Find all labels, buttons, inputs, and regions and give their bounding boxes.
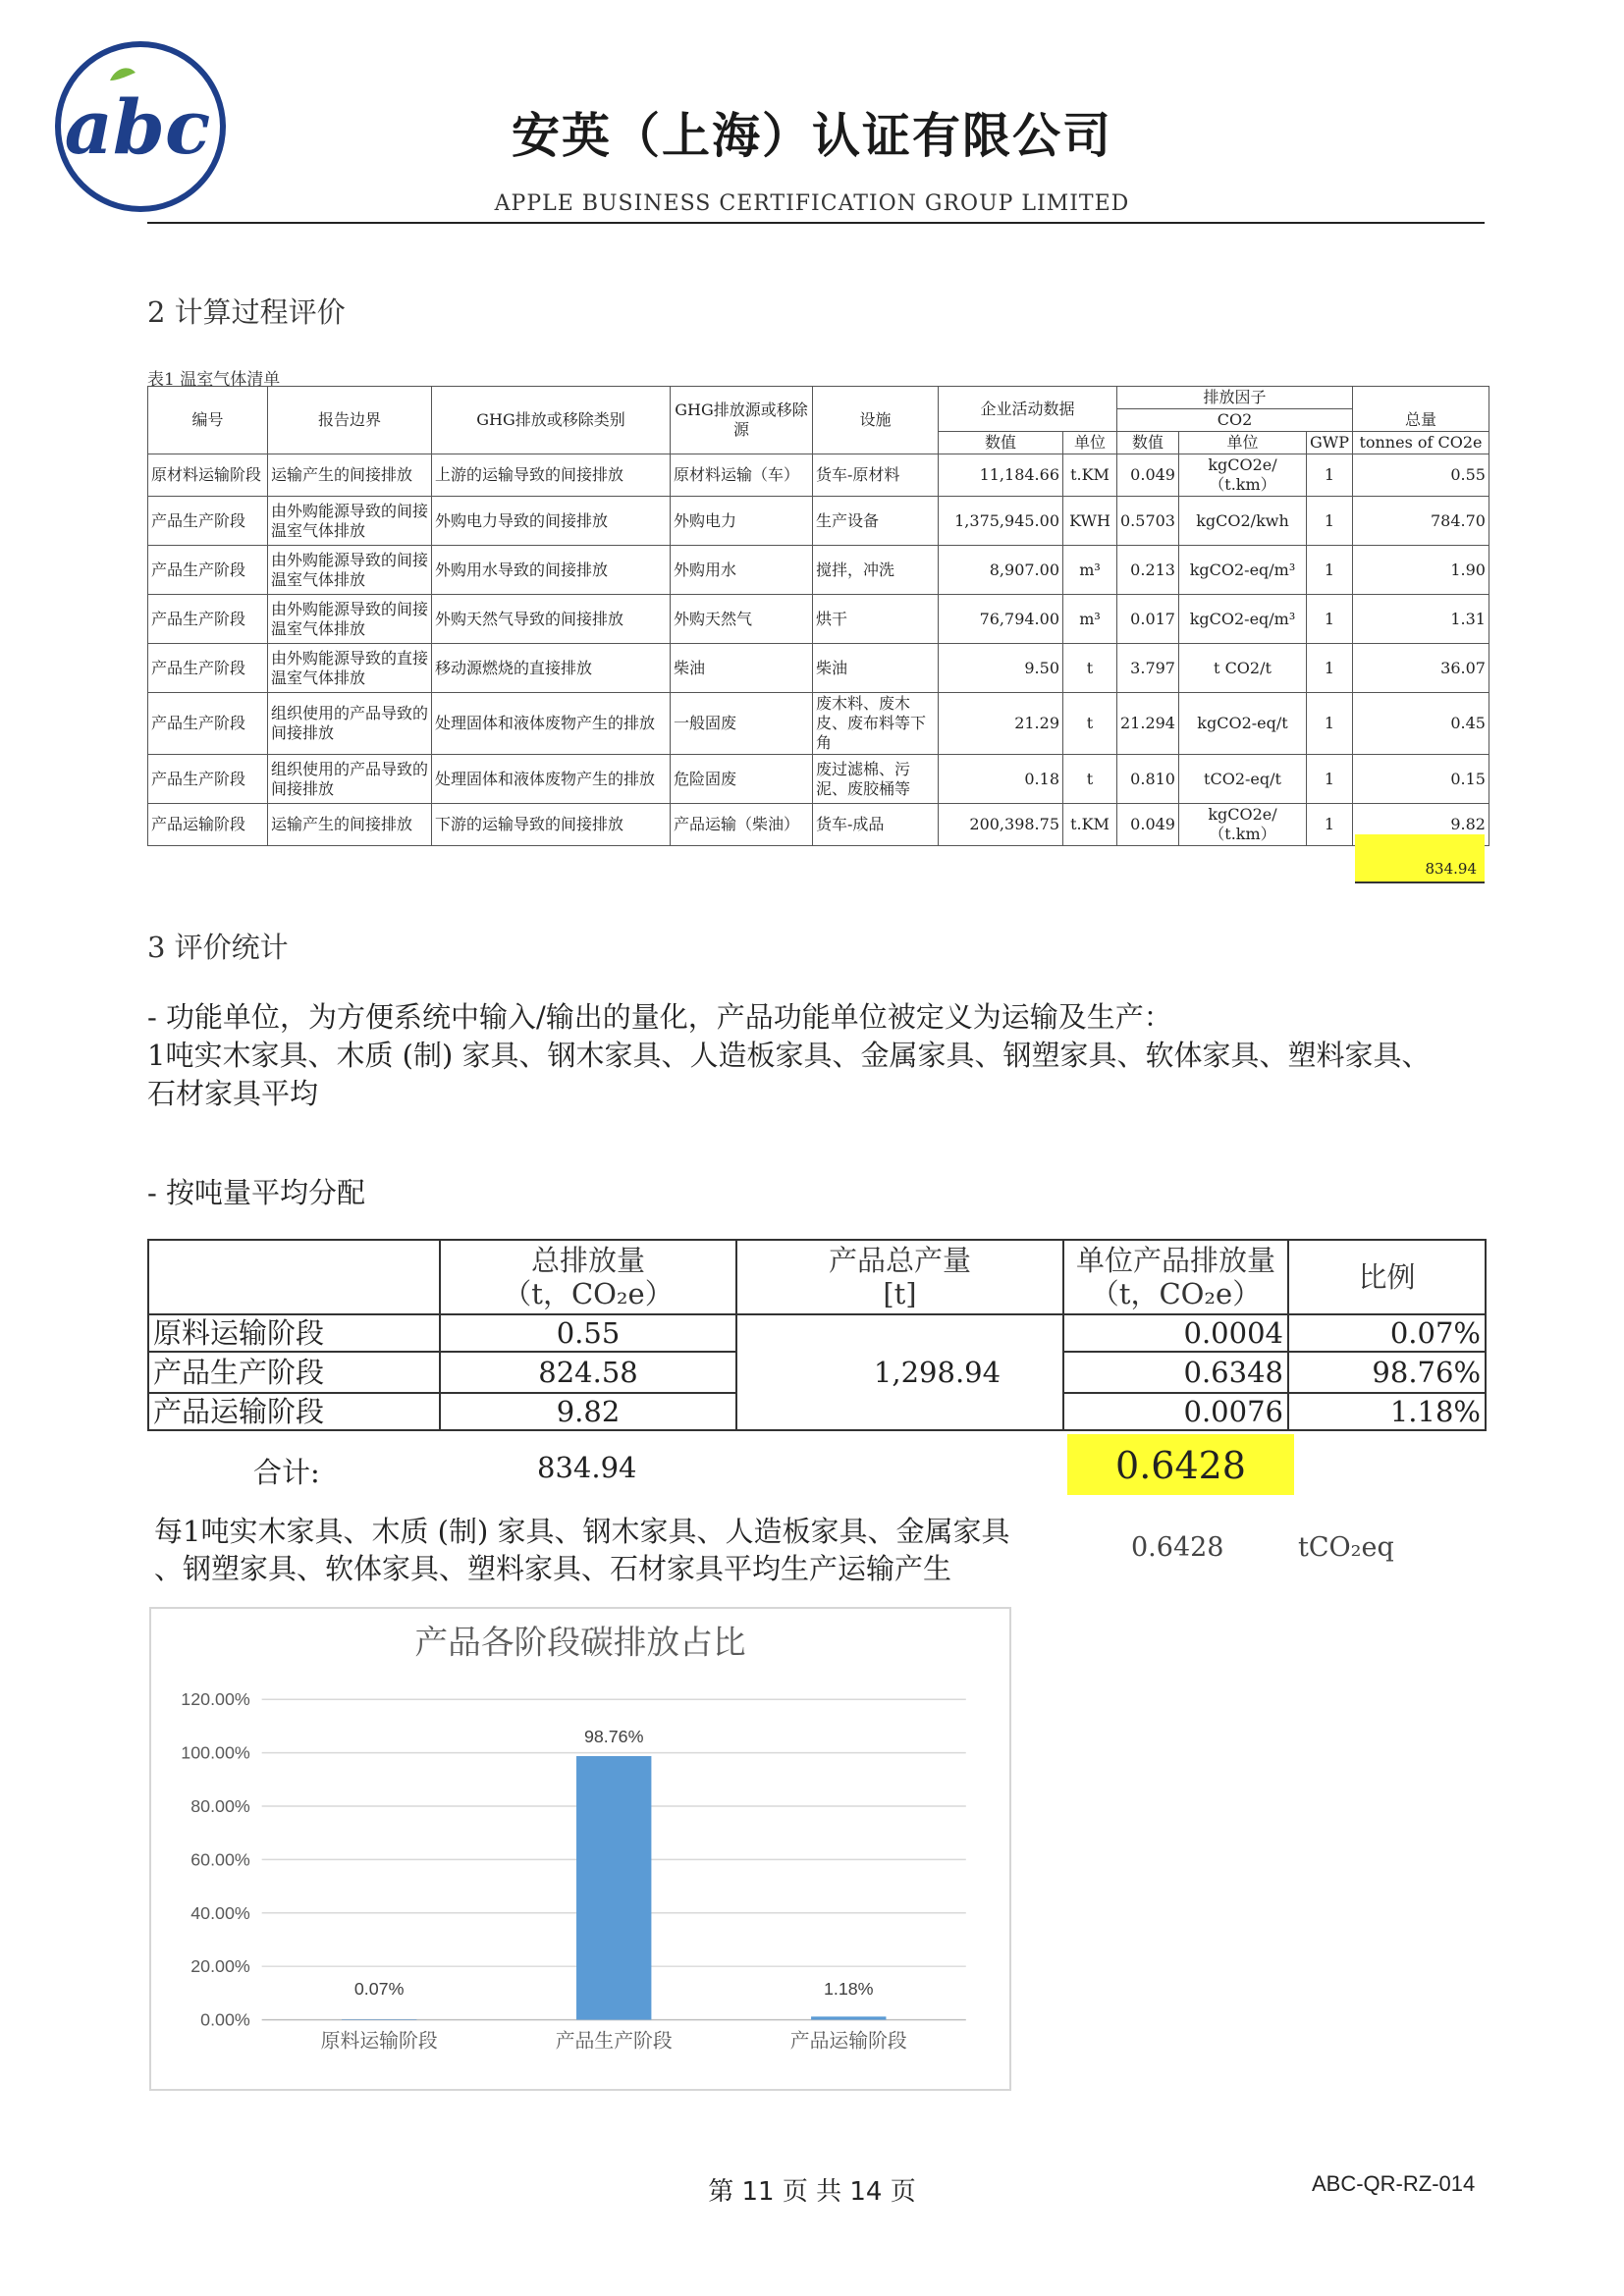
row-facility: 货车-成品 bbox=[813, 804, 939, 846]
t2-header-unit-emission: 单位产品排放量 （t，CO₂e） bbox=[1063, 1240, 1288, 1314]
row-boundary: 运输产生的间接排放 bbox=[268, 454, 432, 497]
row-source: 外购天然气 bbox=[671, 595, 813, 644]
row-source: 外购电力 bbox=[671, 497, 813, 546]
table-row bbox=[148, 693, 1489, 755]
row-factor-value: 0.810 bbox=[1117, 755, 1179, 804]
th-total-unit: tonnes of CO2e bbox=[1352, 432, 1489, 454]
row-category: 下游的运输导致的间接排放 bbox=[432, 804, 671, 846]
header-divider bbox=[147, 222, 1485, 224]
row-id: 产品生产阶段 bbox=[148, 497, 268, 546]
row-factor-value: 0.5703 bbox=[1117, 497, 1179, 546]
sum-unit-emission: 0.6428 bbox=[1115, 1444, 1246, 1487]
row-gwp: 1 bbox=[1306, 595, 1352, 644]
row-factor-unit: kgCO2e/（t.km） bbox=[1178, 804, 1306, 846]
row-activity-unit: t bbox=[1063, 755, 1117, 804]
row-total: 0.55 bbox=[1352, 454, 1489, 497]
t2-stage: 原料运输阶段 bbox=[148, 1314, 440, 1352]
row-activity-value: 1,375,945.00 bbox=[939, 497, 1063, 546]
row-id: 原材料运输阶段 bbox=[148, 454, 268, 497]
row-source: 原材料运输（车） bbox=[671, 454, 813, 497]
row-category: 处理固体和液体废物产生的排放 bbox=[432, 693, 671, 755]
t2-header-ratio: 比例 bbox=[1288, 1240, 1486, 1314]
row-source: 柴油 bbox=[671, 644, 813, 693]
row-activity-value: 11,184.66 bbox=[939, 454, 1063, 497]
t2-ratio: 1.18% bbox=[1288, 1393, 1486, 1430]
row-total: 1.31 bbox=[1352, 595, 1489, 644]
row-total: 1.90 bbox=[1352, 546, 1489, 595]
row-activity-unit: KWH bbox=[1063, 497, 1117, 546]
th-total-blank bbox=[1352, 387, 1489, 409]
th-factor-unit: 单位 bbox=[1178, 432, 1306, 454]
data-label: 1.18% bbox=[823, 1978, 874, 1999]
row-boundary: 运输产生的间接排放 bbox=[268, 804, 432, 846]
x-tick-label: 产品生产阶段 bbox=[555, 2029, 673, 2053]
y-tick-label: 120.00% bbox=[181, 1689, 250, 1710]
th-factor-value: 数值 bbox=[1117, 432, 1179, 454]
section-2-title: 2 计算过程评价 bbox=[147, 295, 346, 329]
t2-ratio: 98.76% bbox=[1288, 1352, 1486, 1393]
row-boundary: 由外购能源导致的直接温室气体排放 bbox=[268, 644, 432, 693]
t2-ratio: 0.07% bbox=[1288, 1314, 1486, 1352]
row-source: 危险固废 bbox=[671, 755, 813, 804]
row-facility: 搅拌，冲洗 bbox=[813, 546, 939, 595]
row-id: 产品生产阶段 bbox=[148, 595, 268, 644]
t2-output: 1,298.94 bbox=[736, 1314, 1063, 1430]
per-ton-unit: tCO₂eq bbox=[1298, 1532, 1394, 1563]
th-activity-value: 数值 bbox=[939, 432, 1063, 454]
row-category: 外购用水导致的间接排放 bbox=[432, 546, 671, 595]
row-factor-value: 0.049 bbox=[1117, 804, 1179, 846]
row-factor-value: 0.017 bbox=[1117, 595, 1179, 644]
row-total: 36.07 bbox=[1352, 644, 1489, 693]
row-total: 9.82 bbox=[1352, 804, 1489, 846]
row-factor-value: 0.049 bbox=[1117, 454, 1179, 497]
t2-unit-emission: 0.0004 bbox=[1063, 1314, 1288, 1352]
table-row bbox=[148, 804, 1489, 846]
row-facility: 废木料、废木皮、废布料等下角 bbox=[813, 693, 939, 755]
table-row bbox=[148, 497, 1489, 546]
row-facility: 烘干 bbox=[813, 595, 939, 644]
per-ton-text-line-1: 每1吨实木家具、木质 (制) 家具、钢木家具、人造板家具、金属家具 bbox=[154, 1515, 1010, 1548]
company-name-en: APPLE BUSINESS CERTIFICATION GROUP LIMITED bbox=[494, 191, 1130, 216]
th-id: 编号 bbox=[148, 387, 268, 454]
y-tick-label: 40.00% bbox=[190, 1902, 250, 1923]
t2-stage: 产品生产阶段 bbox=[148, 1352, 440, 1393]
row-facility: 货车-原材料 bbox=[813, 454, 939, 497]
page-number: 第 11 页 共 14 页 bbox=[708, 2177, 916, 2207]
row-gwp: 1 bbox=[1306, 755, 1352, 804]
row-facility: 废过滤棉、污泥、废胶桶等 bbox=[813, 755, 939, 804]
th-activity: 企业活动数据 bbox=[939, 387, 1117, 432]
row-gwp: 1 bbox=[1306, 497, 1352, 546]
row-source: 外购用水 bbox=[671, 546, 813, 595]
t2-unit-emission: 0.6348 bbox=[1063, 1352, 1288, 1393]
row-source: 产品运输（柴油） bbox=[671, 804, 813, 846]
row-boundary: 组织使用的产品导致的间接排放 bbox=[268, 693, 432, 755]
row-boundary: 由外购能源导致的间接温室气体排放 bbox=[268, 595, 432, 644]
th-co2: CO2 bbox=[1117, 409, 1353, 432]
row-boundary: 组织使用的产品导致的间接排放 bbox=[268, 755, 432, 804]
row-source: 一般固废 bbox=[671, 693, 813, 755]
data-label: 98.76% bbox=[583, 1727, 644, 1747]
bar bbox=[811, 2016, 886, 2019]
t2-header-output: 产品总产量 [t] bbox=[736, 1240, 1063, 1314]
functional-unit-line-3: 石材家具平均 bbox=[147, 1077, 319, 1110]
row-activity-unit: t bbox=[1063, 644, 1117, 693]
t2-header-total: 总排放量 （t，CO₂e） bbox=[440, 1240, 736, 1314]
table-row bbox=[148, 454, 1489, 497]
row-activity-value: 8,907.00 bbox=[939, 546, 1063, 595]
allocation-title: - 按吨量平均分配 bbox=[147, 1176, 366, 1209]
y-tick-label: 80.00% bbox=[190, 1795, 250, 1816]
th-category: GHG排放或移除类别 bbox=[432, 387, 671, 454]
row-facility: 柴油 bbox=[813, 644, 939, 693]
bar bbox=[576, 1756, 651, 2020]
row-id: 产品生产阶段 bbox=[148, 644, 268, 693]
row-boundary: 由外购能源导致的间接温室气体排放 bbox=[268, 546, 432, 595]
y-tick-label: 60.00% bbox=[190, 1849, 250, 1870]
data-label: 0.07% bbox=[353, 1978, 405, 1999]
stage-emission-chart bbox=[149, 1607, 1011, 2091]
chart-title: 产品各阶段碳排放占比 bbox=[414, 1623, 746, 1662]
y-tick-label: 0.00% bbox=[200, 2009, 250, 2030]
row-factor-unit: kgCO2-eq/t bbox=[1178, 693, 1306, 755]
row-activity-value: 76,794.00 bbox=[939, 595, 1063, 644]
row-category: 外购天然气导致的间接排放 bbox=[432, 595, 671, 644]
row-factor-value: 0.213 bbox=[1117, 546, 1179, 595]
row-factor-unit: kgCO2-eq/m³ bbox=[1178, 546, 1306, 595]
sum-unit-emission-cell bbox=[1067, 1434, 1294, 1495]
company-name-cn: 安英（上海）认证有限公司 bbox=[511, 107, 1112, 164]
table-row bbox=[148, 546, 1489, 595]
per-ton-text-line-2: 、钢塑家具、软体家具、塑料家具、石材家具平均生产运输产生 bbox=[154, 1552, 952, 1585]
per-ton-value: 0.6428 bbox=[1131, 1532, 1224, 1563]
th-source: GHG排放源或移除源 bbox=[671, 387, 813, 454]
table1-caption: 表1 温室气体清单 bbox=[147, 370, 281, 390]
t2-total: 0.55 bbox=[440, 1314, 736, 1352]
row-total: 0.45 bbox=[1352, 693, 1489, 755]
y-tick-label: 20.00% bbox=[190, 1956, 250, 1977]
row-activity-unit: t.KM bbox=[1063, 804, 1117, 846]
row-gwp: 1 bbox=[1306, 644, 1352, 693]
row-activity-value: 0.18 bbox=[939, 755, 1063, 804]
grand-total-cell bbox=[1355, 834, 1485, 883]
row-category: 外购电力导致的间接排放 bbox=[432, 497, 671, 546]
row-boundary: 由外购能源导致的间接温室气体排放 bbox=[268, 497, 432, 546]
row-activity-value: 200,398.75 bbox=[939, 804, 1063, 846]
ghg-inventory-table bbox=[147, 386, 1489, 846]
row-id: 产品运输阶段 bbox=[148, 804, 268, 846]
grand-total-value: 834.94 bbox=[1425, 860, 1477, 878]
table-row bbox=[148, 755, 1489, 804]
row-id: 产品生产阶段 bbox=[148, 755, 268, 804]
row-factor-unit: kgCO2/kwh bbox=[1178, 497, 1306, 546]
functional-unit-line-1: - 功能单位，为方便系统中输入/输出的量化，产品功能单位被定义为运输及生产： bbox=[147, 1000, 1172, 1034]
t2-stage: 产品运输阶段 bbox=[148, 1393, 440, 1430]
row-factor-unit: kgCO2e/（t.km） bbox=[1178, 454, 1306, 497]
document-code: ABC-QR-RZ-014 bbox=[1312, 2171, 1476, 2196]
row-activity-unit: t bbox=[1063, 693, 1117, 755]
sum-total-emission: 834.94 bbox=[537, 1451, 637, 1484]
th-activity-unit: 单位 bbox=[1063, 432, 1117, 454]
x-tick-label: 产品运输阶段 bbox=[789, 2029, 907, 2053]
th-factor: 排放因子 bbox=[1117, 387, 1353, 409]
row-category: 移动源燃烧的直接排放 bbox=[432, 644, 671, 693]
row-factor-unit: tCO2-eq/t bbox=[1178, 755, 1306, 804]
row-activity-value: 9.50 bbox=[939, 644, 1063, 693]
row-total: 0.15 bbox=[1352, 755, 1489, 804]
row-activity-unit: m³ bbox=[1063, 546, 1117, 595]
row-activity-value: 21.29 bbox=[939, 693, 1063, 755]
row-id: 产品生产阶段 bbox=[148, 546, 268, 595]
t2-header-blank bbox=[148, 1240, 440, 1314]
row-gwp: 1 bbox=[1306, 693, 1352, 755]
row-gwp: 1 bbox=[1306, 454, 1352, 497]
row-factor-unit: t CO2/t bbox=[1178, 644, 1306, 693]
row-category: 处理固体和液体废物产生的排放 bbox=[432, 755, 671, 804]
y-tick-label: 100.00% bbox=[181, 1742, 250, 1763]
functional-unit-line-2: 1吨实木家具、木质 (制) 家具、钢木家具、人造板家具、金属家具、钢塑家具、软体家具、塑料家具、 bbox=[147, 1039, 1431, 1072]
row-category: 上游的运输导致的间接排放 bbox=[432, 454, 671, 497]
logo-text: abc bbox=[64, 83, 211, 171]
th-boundary: 报告边界 bbox=[268, 387, 432, 454]
table-row bbox=[148, 595, 1489, 644]
row-gwp: 1 bbox=[1306, 546, 1352, 595]
th-facility: 设施 bbox=[813, 387, 939, 454]
row-total: 784.70 bbox=[1352, 497, 1489, 546]
row-facility: 生产设备 bbox=[813, 497, 939, 546]
th-gwp: GWP bbox=[1306, 432, 1352, 454]
t2-unit-emission: 0.0076 bbox=[1063, 1393, 1288, 1430]
row-id: 产品生产阶段 bbox=[148, 693, 268, 755]
row-factor-unit: kgCO2-eq/m³ bbox=[1178, 595, 1306, 644]
row-factor-value: 21.294 bbox=[1117, 693, 1179, 755]
sum-label: 合计: bbox=[253, 1456, 320, 1489]
allocation-table bbox=[147, 1239, 1487, 1431]
section-3-title: 3 评价统计 bbox=[147, 931, 289, 964]
x-tick-label: 原料运输阶段 bbox=[320, 2029, 438, 2053]
t2-total: 824.58 bbox=[440, 1352, 736, 1393]
row-factor-value: 3.797 bbox=[1117, 644, 1179, 693]
row-activity-unit: t.KM bbox=[1063, 454, 1117, 497]
table-row bbox=[148, 644, 1489, 693]
th-total: 总量 bbox=[1352, 409, 1489, 432]
row-gwp: 1 bbox=[1306, 804, 1352, 846]
t2-total: 9.82 bbox=[440, 1393, 736, 1430]
row-activity-unit: m³ bbox=[1063, 595, 1117, 644]
